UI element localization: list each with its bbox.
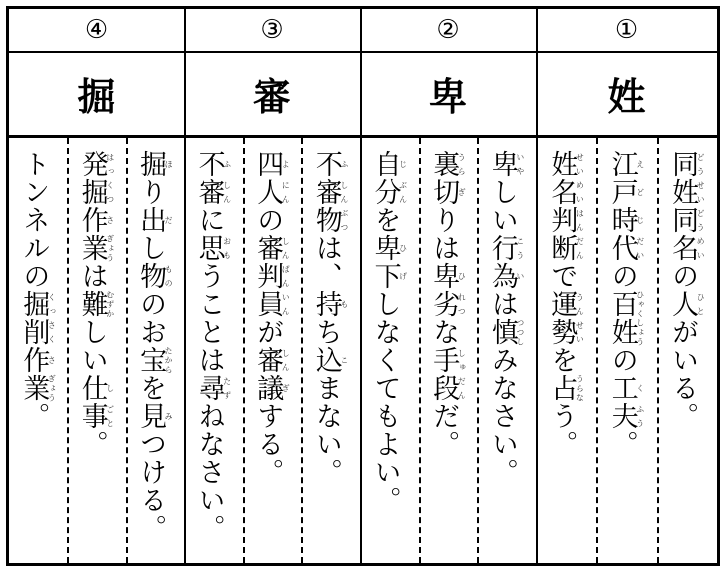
ruby-base: 卑	[369, 234, 401, 262]
sentence-text: ねなさい。	[193, 402, 225, 542]
panel-number: ④	[9, 9, 184, 53]
ruby-base: 同	[667, 206, 699, 234]
ruby-reading: だい	[635, 234, 645, 262]
ruby-base: 姓	[667, 178, 699, 206]
ruby-reading: しん	[339, 178, 349, 206]
sentence-column	[657, 138, 717, 563]
ruby-word	[135, 262, 174, 290]
ruby-base: 事	[76, 402, 108, 430]
ruby-reading: だん	[575, 234, 585, 262]
sentence-column	[184, 138, 243, 563]
dashed-column-line	[126, 138, 128, 563]
ruby-base: 行	[486, 234, 518, 262]
ruby-reading: うらな	[575, 374, 585, 402]
ruby-base: 同	[667, 150, 699, 178]
ruby-base: 仕	[76, 374, 108, 402]
ruby-reading: も	[339, 290, 349, 318]
sentence-text: のお	[135, 290, 167, 346]
ruby-base: 出	[135, 206, 167, 234]
ruby-reading: はん	[575, 206, 585, 234]
ruby-base: 勢	[546, 318, 578, 346]
ruby-reading: せい	[696, 178, 706, 206]
ruby-base: 掘	[76, 178, 108, 206]
ruby-base: 四	[252, 150, 284, 178]
sentence-text: がいる。	[667, 318, 699, 430]
ruby-word	[428, 374, 467, 402]
panel-1	[536, 9, 717, 563]
ruby-word	[18, 318, 57, 346]
ruby-reading: いや	[515, 150, 525, 178]
dashed-column-line	[301, 138, 303, 563]
ruby-reading: ぎょう	[105, 234, 115, 262]
panel-divider	[536, 9, 538, 563]
sentence-text: まない。	[310, 374, 342, 486]
ruby-base: 分	[369, 178, 401, 206]
ruby-reading: ふ	[339, 150, 349, 178]
ruby-reading: うら	[457, 150, 467, 178]
sentence-text: しい	[76, 318, 108, 374]
ruby-word	[369, 262, 408, 290]
ruby-base: 削	[18, 318, 50, 346]
sentence-text: 。	[18, 402, 50, 430]
ruby-reading: げ	[398, 262, 408, 290]
ruby-base: 名	[667, 234, 699, 262]
sentence-text: を	[135, 374, 167, 402]
ruby-base: 審	[310, 178, 342, 206]
ruby-reading: ぎ	[281, 374, 291, 402]
ruby-reading: どう	[696, 206, 706, 234]
ruby-word	[606, 290, 645, 318]
ruby-word	[486, 262, 525, 290]
ruby-base: 江	[606, 150, 638, 178]
ruby-word	[486, 150, 525, 178]
ruby-reading: ふう	[635, 402, 645, 430]
ruby-reading: どう	[696, 150, 706, 178]
ruby-word	[667, 150, 706, 178]
ruby-word	[428, 150, 467, 178]
ruby-word	[369, 178, 408, 206]
ruby-reading: さ	[105, 206, 115, 234]
ruby-reading: むずか	[105, 290, 115, 318]
ruby-base: 判	[546, 206, 578, 234]
ruby-base: 卑	[428, 262, 460, 290]
ruby-base: 審	[252, 234, 284, 262]
ruby-word	[546, 206, 585, 234]
ruby-base: 手	[428, 346, 460, 374]
sentence-text: を	[546, 346, 578, 374]
ruby-word	[310, 346, 349, 374]
ruby-base: 代	[606, 234, 638, 262]
sentence-text: トンネルの	[18, 150, 50, 290]
ruby-word	[667, 234, 706, 262]
panel-divider	[360, 9, 362, 563]
example-sentence	[254, 150, 290, 486]
ruby-reading: え	[635, 150, 645, 178]
sentence-column	[301, 138, 360, 563]
ruby-word	[18, 346, 57, 374]
ruby-reading: ひと	[696, 290, 706, 318]
ruby-reading: しん	[222, 178, 232, 206]
panel-kanji: 卑	[360, 51, 536, 138]
ruby-base: 工	[606, 374, 638, 402]
ruby-word	[606, 234, 645, 262]
ruby-base: 姓	[606, 318, 638, 346]
ruby-base: 名	[546, 178, 578, 206]
ruby-word	[76, 290, 115, 318]
ruby-reading: もの	[164, 262, 174, 290]
sentence-column	[596, 138, 656, 563]
ruby-reading: しょう	[635, 318, 645, 346]
ruby-base: 審	[193, 178, 225, 206]
ruby-reading: せい	[575, 318, 585, 346]
panel-4	[9, 9, 184, 563]
ruby-word	[428, 178, 467, 206]
sentence-text: は、	[310, 234, 342, 290]
sentence-column	[243, 138, 302, 563]
ruby-word	[252, 234, 291, 262]
sentence-text: みなさい。	[486, 346, 518, 486]
ruby-word	[606, 178, 645, 206]
ruby-word	[310, 206, 349, 234]
ruby-reading: くつ	[105, 178, 115, 206]
ruby-base: 不	[310, 150, 342, 178]
dashed-column-line	[243, 138, 245, 563]
ruby-base: 審	[252, 346, 284, 374]
ruby-base: 員	[252, 290, 284, 318]
ruby-reading: いん	[281, 290, 291, 318]
ruby-word	[252, 346, 291, 374]
ruby-base: 自	[369, 150, 401, 178]
ruby-reading: ぶつ	[339, 206, 349, 234]
ruby-base: 下	[369, 262, 401, 290]
ruby-reading: はっ	[105, 150, 115, 178]
example-sentence	[369, 150, 408, 514]
worksheet	[6, 6, 720, 566]
sentence-text: な	[428, 318, 460, 346]
sentence-column	[477, 138, 536, 563]
ruby-word	[486, 234, 525, 262]
ruby-reading: み	[164, 402, 174, 430]
sentence-column	[360, 138, 419, 563]
ruby-reading: じ	[635, 206, 645, 234]
sentence-text: の	[606, 346, 638, 374]
sentence-text: の	[667, 262, 699, 290]
ruby-word	[546, 178, 585, 206]
ruby-base: 戸	[606, 178, 638, 206]
ruby-reading: ひゃく	[635, 290, 645, 318]
sentence-column	[67, 138, 125, 563]
ruby-reading: こ	[339, 346, 349, 374]
example-sentence	[137, 150, 173, 542]
ruby-reading: めい	[696, 234, 706, 262]
ruby-reading: ぎょう	[47, 374, 57, 402]
ruby-word	[310, 178, 349, 206]
ruby-word	[546, 234, 585, 262]
ruby-base: 業	[18, 374, 50, 402]
ruby-word	[606, 402, 645, 430]
ruby-base: 思	[193, 234, 225, 262]
sentence-columns	[536, 138, 717, 563]
sentence-text: は	[76, 262, 108, 290]
sentence-text: に	[193, 206, 225, 234]
example-sentence	[669, 150, 705, 430]
ruby-reading: だ	[164, 206, 174, 234]
ruby-reading: つつし	[515, 318, 525, 346]
ruby-reading: ぱん	[281, 262, 291, 290]
ruby-word	[252, 290, 291, 318]
ruby-reading: しん	[281, 234, 291, 262]
ruby-word	[18, 290, 57, 318]
ruby-word	[546, 290, 585, 318]
ruby-word	[369, 234, 408, 262]
ruby-word	[193, 234, 232, 262]
ruby-base: 持	[310, 290, 342, 318]
example-sentence	[20, 150, 56, 430]
ruby-word	[18, 374, 57, 402]
ruby-reading: ごと	[105, 402, 115, 430]
ruby-reading: く	[635, 374, 645, 402]
ruby-reading: ぎ	[457, 178, 467, 206]
ruby-base: 段	[428, 374, 460, 402]
ruby-word	[310, 290, 349, 318]
ruby-reading: さ	[47, 346, 57, 374]
ruby-base: 業	[76, 234, 108, 262]
sentence-column	[9, 138, 67, 563]
ruby-base: 込	[310, 346, 342, 374]
ruby-base: 物	[310, 206, 342, 234]
sentence-text: する。	[252, 402, 284, 486]
ruby-base: 不	[193, 150, 225, 178]
ruby-base: 判	[252, 262, 284, 290]
ruby-word	[667, 178, 706, 206]
ruby-word	[546, 318, 585, 346]
ruby-word	[546, 374, 585, 402]
sentence-text: 。	[76, 430, 108, 458]
ruby-reading: い	[515, 262, 525, 290]
ruby-word	[252, 374, 291, 402]
ruby-reading: めい	[575, 178, 585, 206]
ruby-word	[135, 346, 174, 374]
panel-kanji: 審	[184, 51, 360, 138]
ruby-reading: せい	[575, 150, 585, 178]
ruby-reading: よ	[281, 150, 291, 178]
panel-kanji: 掘	[9, 51, 184, 138]
ruby-word	[76, 234, 115, 262]
ruby-reading: ふ	[222, 150, 232, 178]
ruby-base: 尋	[193, 374, 225, 402]
ruby-reading: にん	[281, 178, 291, 206]
ruby-base: 占	[546, 374, 578, 402]
sentence-text: だ。	[428, 402, 460, 458]
ruby-base: 劣	[428, 290, 460, 318]
sentence-text: う。	[546, 402, 578, 458]
ruby-word	[606, 318, 645, 346]
ruby-word	[428, 346, 467, 374]
ruby-reading: しん	[281, 346, 291, 374]
ruby-word	[76, 178, 115, 206]
ruby-word	[369, 150, 408, 178]
dashed-column-line	[67, 138, 69, 563]
example-sentence	[430, 150, 466, 458]
ruby-reading: し	[105, 374, 115, 402]
ruby-word	[546, 150, 585, 178]
sentence-text: しなくてもよい。	[369, 290, 401, 514]
panel-divider	[184, 9, 186, 563]
ruby-word	[606, 206, 645, 234]
ruby-base: 作	[76, 206, 108, 234]
dashed-column-line	[596, 138, 598, 563]
ruby-reading: ど	[635, 178, 645, 206]
sentence-columns	[184, 138, 360, 563]
sentence-column	[126, 138, 184, 563]
ruby-base: 夫	[606, 402, 638, 430]
ruby-base: 難	[76, 290, 108, 318]
ruby-reading: たから	[164, 346, 174, 374]
ruby-word	[76, 402, 115, 430]
ruby-reading: たず	[222, 374, 232, 402]
example-sentence	[548, 150, 584, 458]
sentence-text: りは	[428, 206, 460, 262]
panel-2	[360, 9, 536, 563]
example-sentence	[76, 150, 115, 458]
ruby-word	[667, 290, 706, 318]
ruby-word	[193, 374, 232, 402]
ruby-base: 慎	[486, 318, 518, 346]
ruby-base: 裏	[428, 150, 460, 178]
ruby-reading: うん	[575, 290, 585, 318]
example-sentence	[486, 150, 525, 486]
example-sentence	[193, 150, 232, 542]
ruby-reading: ぶん	[398, 178, 408, 206]
sentence-text: し	[135, 234, 167, 262]
ruby-base: 運	[546, 290, 578, 318]
ruby-base: 人	[252, 178, 284, 206]
ruby-word	[606, 150, 645, 178]
sentence-text: しい	[486, 178, 518, 234]
ruby-word	[486, 318, 525, 346]
dashed-column-line	[477, 138, 479, 563]
example-sentence	[606, 150, 645, 458]
ruby-base: 百	[606, 290, 638, 318]
panel-3	[184, 9, 360, 563]
ruby-base: 作	[18, 346, 50, 374]
sentence-text: の	[606, 262, 638, 290]
ruby-base: 人	[667, 290, 699, 318]
sentence-column	[419, 138, 478, 563]
ruby-base: 発	[76, 150, 108, 178]
ruby-base: 議	[252, 374, 284, 402]
panel-number: ①	[536, 9, 717, 53]
sentence-text: 。	[606, 430, 638, 458]
panel-kanji: 姓	[536, 51, 717, 138]
ruby-base: 見	[135, 402, 167, 430]
ruby-base: 卑	[486, 150, 518, 178]
ruby-reading: ほ	[164, 150, 174, 178]
ruby-base: 切	[428, 178, 460, 206]
ruby-word	[606, 374, 645, 402]
ruby-reading: しゅ	[457, 346, 467, 374]
ruby-base: 宝	[135, 346, 167, 374]
ruby-base: 姓	[546, 150, 578, 178]
ruby-word	[76, 206, 115, 234]
example-sentence	[310, 150, 349, 486]
ruby-word	[76, 150, 115, 178]
ruby-word	[252, 178, 291, 206]
ruby-reading: くっ	[47, 290, 57, 318]
sentence-column	[536, 138, 596, 563]
sentence-text: は	[486, 290, 518, 318]
sentence-text: を	[369, 206, 401, 234]
ruby-reading: ひ	[398, 234, 408, 262]
ruby-base: 物	[135, 262, 167, 290]
ruby-base: 時	[606, 206, 638, 234]
ruby-reading: ひ	[457, 262, 467, 290]
ruby-word	[135, 206, 174, 234]
panel-number: ③	[184, 9, 360, 53]
ruby-word	[135, 150, 174, 178]
ruby-reading: さく	[47, 318, 57, 346]
dashed-column-line	[657, 138, 659, 563]
ruby-word	[428, 262, 467, 290]
sentence-text: の	[252, 206, 284, 234]
sentence-text: で	[546, 262, 578, 290]
sentence-text: うことは	[193, 262, 225, 374]
ruby-base: 為	[486, 262, 518, 290]
panel-number: ②	[360, 9, 536, 53]
ruby-word	[193, 178, 232, 206]
ruby-base: 掘	[135, 150, 167, 178]
ruby-word	[428, 290, 467, 318]
ruby-base: 掘	[18, 290, 50, 318]
sentence-text: り	[135, 178, 167, 206]
sentence-columns	[360, 138, 536, 563]
ruby-word	[667, 206, 706, 234]
sentence-text: が	[252, 318, 284, 346]
sentence-text: つける。	[135, 430, 167, 542]
sentence-columns	[9, 138, 184, 563]
ruby-reading: こう	[515, 234, 525, 262]
ruby-base: 断	[546, 234, 578, 262]
dashed-column-line	[419, 138, 421, 563]
ruby-word	[76, 374, 115, 402]
ruby-word	[310, 150, 349, 178]
ruby-word	[252, 262, 291, 290]
ruby-reading: じ	[398, 150, 408, 178]
ruby-word	[252, 150, 291, 178]
ruby-word	[193, 150, 232, 178]
ruby-reading: おも	[222, 234, 232, 262]
sentence-text: ち	[310, 318, 342, 346]
ruby-reading: れつ	[457, 290, 467, 318]
ruby-reading: だん	[457, 374, 467, 402]
ruby-word	[135, 402, 174, 430]
